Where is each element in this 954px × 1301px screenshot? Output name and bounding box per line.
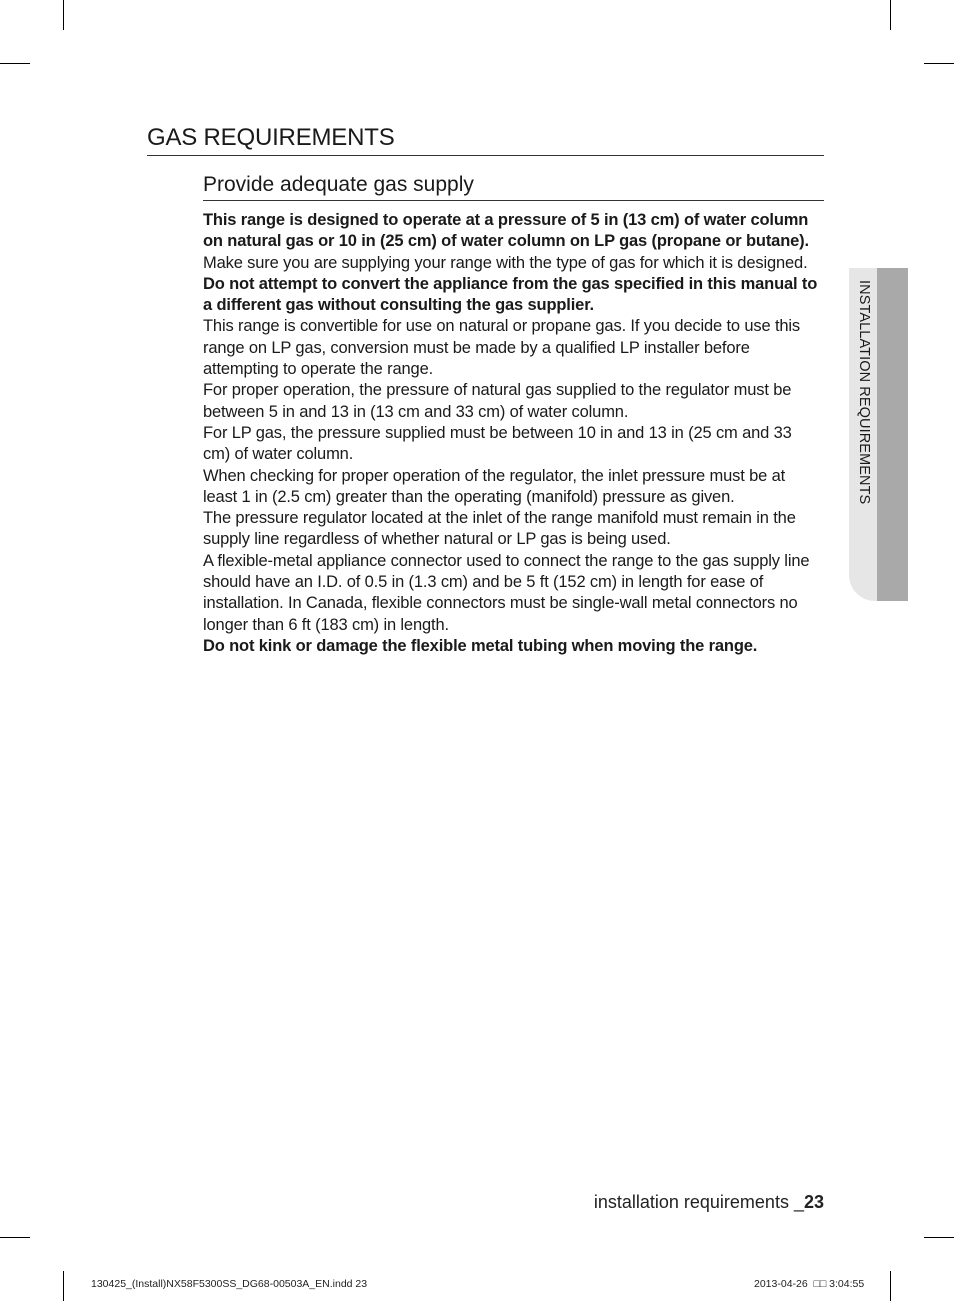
paragraph-regulator-check: When checking for proper operation of the regulator, the inlet pressure must be at least 1 in (2.5 cm) greater than the operating (manifold) pressure as given. xyxy=(203,466,786,506)
page-title: GAS REQUIREMENTS xyxy=(147,123,824,156)
print-file-info: 130425_(Install)NX58F5300SS_DG68-00503A_EN.indd 23 xyxy=(91,1278,368,1290)
warning-tubing: Do not kink or damage the flexible metal tubing when moving the range. xyxy=(203,636,758,655)
body-content xyxy=(203,210,821,657)
section-subtitle: Provide adequate gas supply xyxy=(203,171,824,201)
print-date-info: 2013-04-26 □□ 3:04:55 xyxy=(754,1278,865,1290)
paragraph-convertible: This range is convertible for use on natural or propane gas. If you decide to use this range on LP gas, conversion must be made by a qualified LP installer before attempting to operate the range. xyxy=(203,317,801,379)
crop-mark xyxy=(924,63,954,64)
crop-mark xyxy=(0,1237,30,1238)
crop-mark xyxy=(0,63,30,64)
crop-mark xyxy=(63,0,64,30)
crop-mark xyxy=(890,0,891,30)
paragraph-text: Make sure you are supplying your range with the type of gas for which it is designed. xyxy=(203,253,808,272)
crop-mark xyxy=(924,1237,954,1238)
page-footer xyxy=(594,1192,824,1213)
paragraph-regulator-location: The pressure regulator located at the inlet of the range manifold must remain in the supply line regardless of whether natural or LP gas is being used. xyxy=(203,509,796,549)
page-number: 23 xyxy=(803,1192,824,1212)
footer-section-label: installation requirements _ xyxy=(593,1192,804,1212)
paragraph-gas-type xyxy=(203,253,821,317)
crop-mark xyxy=(63,1271,64,1301)
chapter-tab-accent xyxy=(877,268,908,601)
paragraph-pressure-spec: This range is designed to operate at a pressure of 5 in (13 cm) of water column on natural gas or 10 in (25 cm) of water column on LP gas (propane or butane). xyxy=(203,211,809,251)
paragraph-lp-gas: For LP gas, the pressure supplied must be between 10 in and 13 in (25 cm and 33 cm) of water column. xyxy=(203,423,792,464)
chapter-tab-label: INSTALLATION REQUIREMENTS xyxy=(856,280,872,505)
warning-text: Do not attempt to convert the appliance from the gas specified in this manual to a different gas without consulting the gas supplier. xyxy=(203,274,818,315)
crop-mark xyxy=(890,1271,891,1301)
paragraph-connector: A flexible-metal appliance connector used to connect the range to the gas supply line should have an I.D. of 0.5 in (1.3 cm) and be 5 ft (152 cm) in length for ease of installation. In Canada, flexible connectors must be single-wall metal connectors no longer than 6 ft (183 cm) in length. xyxy=(203,551,810,634)
paragraph-natural-gas: For proper operation, the pressure of natural gas supplied to the regulator must be between 5 in and 13 in (13 cm and 33 cm) of water column. xyxy=(203,381,792,421)
